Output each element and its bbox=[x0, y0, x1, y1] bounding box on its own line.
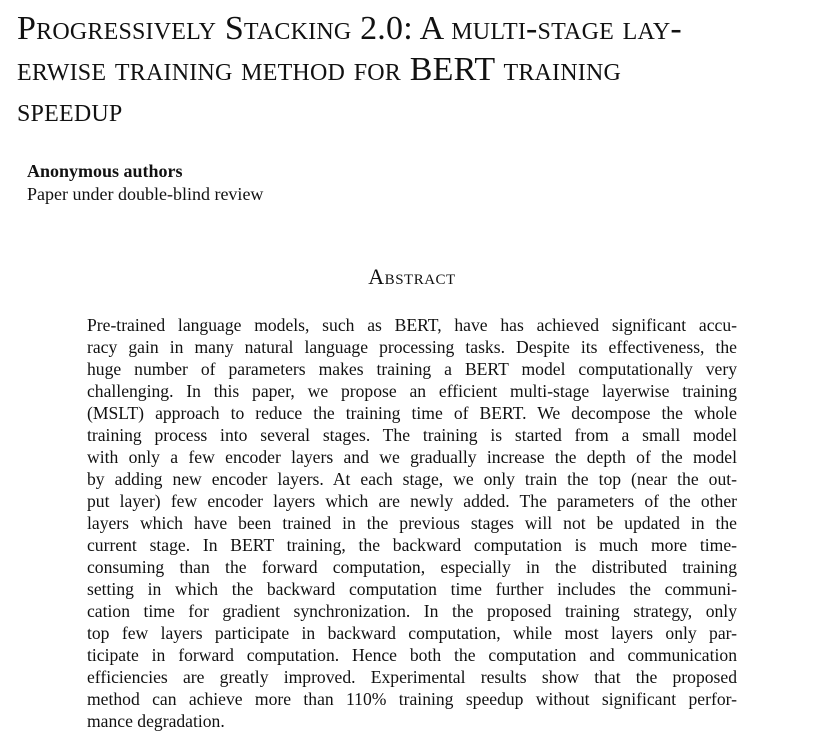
abstract-heading: Abstract bbox=[368, 264, 456, 289]
abstract-line: method can achieve more than 110% training speedup without significant perfor- bbox=[87, 689, 737, 709]
abstract-line: top few layers participate in backward computation, while most layers only par- bbox=[87, 623, 737, 643]
abstract-line: with only a few encoder layers and we gradually increase the depth of the model bbox=[87, 447, 737, 467]
abstract-line: consuming than the forward computation, especially in the distributed training bbox=[87, 557, 737, 577]
title-line: speedup bbox=[17, 92, 123, 129]
abstract-line: current stage. In BERT training, the backward computation is much more time- bbox=[87, 535, 737, 555]
abstract-line: racy gain in many natural language processing tasks. Despite its effectiveness, the bbox=[87, 337, 737, 357]
paper-title bbox=[17, 8, 809, 131]
abstract-line: ticipate in forward computation. Hence both the computation and communication bbox=[87, 645, 737, 665]
author-name: Anonymous authors bbox=[27, 161, 183, 181]
abstract-line: mance degradation. bbox=[87, 711, 225, 731]
title-line: Progressively Stacking 2.0: A multi-stage lay- bbox=[17, 10, 682, 47]
abstract-line: efficiencies are greatly improved. Experimental results show that the proposed bbox=[87, 667, 737, 687]
abstract-line: setting in which the backward computation time further includes the communi- bbox=[87, 579, 737, 599]
abstract-line: layers which have been trained in the previous stages will not be updated in the bbox=[87, 513, 737, 533]
abstract-line: put layer) few encoder layers which are newly added. The parameters of the other bbox=[87, 491, 737, 511]
abstract-line: challenging. In this paper, we propose an efficient multi-stage layerwise training bbox=[87, 381, 737, 401]
abstract-body bbox=[87, 314, 737, 732]
abstract-line: (MSLT) approach to reduce the training time of BERT. We decompose the whole bbox=[87, 403, 737, 423]
abstract-line: cation time for gradient synchronization. In the proposed training strategy, only bbox=[87, 601, 737, 621]
author-affiliation: Paper under double-blind review bbox=[27, 184, 264, 204]
abstract-line: by adding new encoder layers. At each stage, we only train the top (near the out- bbox=[87, 469, 737, 489]
abstract-line: training process into several stages. The training is started from a small model bbox=[87, 425, 737, 445]
author-block bbox=[27, 160, 527, 205]
title-line: erwise training method for BERT training bbox=[17, 51, 622, 88]
abstract-line: Pre-trained language models, such as BERT, have has achieved significant accu- bbox=[87, 315, 737, 335]
abstract-line: huge number of parameters makes training a BERT model computationally very bbox=[87, 359, 737, 379]
